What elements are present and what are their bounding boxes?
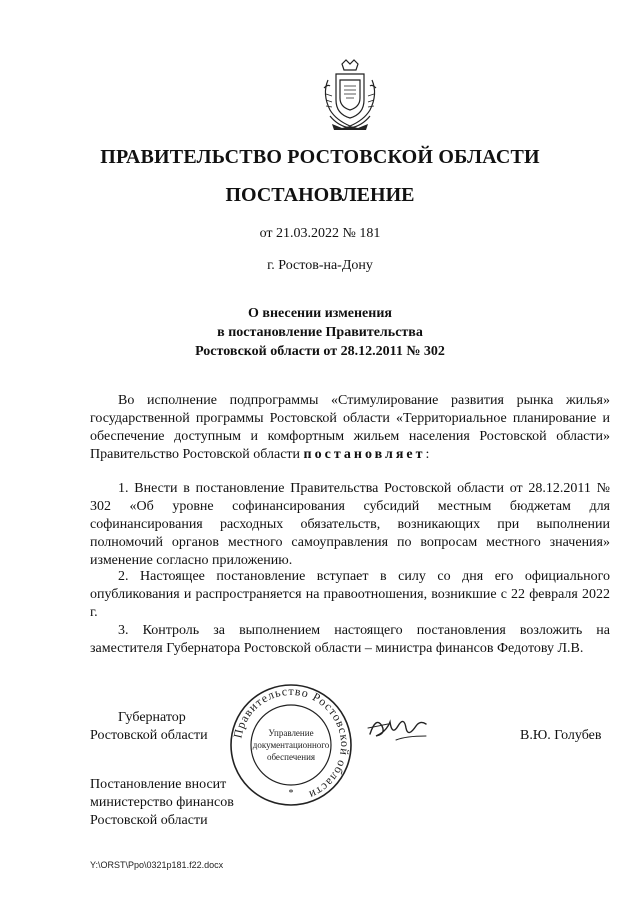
item-1-text: 1. Внести в постановление Правительства Ростовской области от 28.12.2011 № 302 «Об уровне софинансирования субсидий местным бюджетам для софинансирования расходных обязательств, возникающих при выполнении полномочий органов местного самоуправления по вопросам местного значения» изменение согласно приложению. [90, 481, 610, 568]
item-3-text: 3. Контроль за выполнением настоящего постановления возложить на заместителя Губернатора Ростовской области – министра финансов Федотову Л.В. [90, 623, 610, 656]
rostov-oblast-coat-of-arms-icon [318, 58, 382, 134]
decree-keyword: постановляет [303, 447, 426, 462]
file-path-footer: Y:\ORST\Ppo\0321p181.f22.docx [90, 860, 224, 870]
handwritten-signature-icon [366, 712, 434, 746]
seal-center-line: документационного [252, 740, 330, 750]
introduced-by-block [90, 776, 234, 830]
preamble-end: : [425, 447, 430, 462]
item-3-paragraph [90, 622, 610, 658]
signatory-name: В.Ю. Голубев [520, 728, 602, 743]
item-1-paragraph [90, 480, 610, 570]
introduced-by-line: министерство финансов [90, 795, 234, 810]
signatory-title: Губернатор [118, 710, 186, 725]
seal-ring-text: Правительство Ростовской области [230, 683, 353, 803]
preamble-text: Во исполнение подпрограммы «Стимулирование развития рынка жилья» государственной программы Ростовской области «Территориальное планирование и обеспечение доступным и комфортным жильем населения Ростовской области» Правительство Ростовской области [90, 393, 610, 462]
item-2-paragraph [90, 568, 610, 622]
subject-line: Ростовской области от 28.12.2011 № 302 [195, 344, 445, 359]
document-type-title: ПОСТАНОВЛЕНИЕ [225, 184, 415, 206]
signatory-region: Ростовской области [90, 728, 208, 743]
city-line: г. Ростов-на-Дону [267, 258, 373, 273]
subject-line: О внесении изменения [248, 306, 392, 321]
date-and-number: от 21.03.2022 № 181 [259, 226, 381, 241]
seal-center-line: обеспечения [266, 752, 316, 762]
introduced-by-line: Постановление вносит [90, 777, 227, 792]
seal-star-icon: * [288, 788, 294, 799]
organization-title: ПРАВИТЕЛЬСТВО РОСТОВСКОЙ ОБЛАСТИ [100, 146, 540, 168]
decree-subject [0, 304, 640, 361]
item-2-text: 2. Настоящее постановление вступает в силу со дня его официального опубликования и распространяется на правоотношения, возникшие с 22 февраля 2022 г. [90, 569, 610, 620]
preamble-paragraph [90, 392, 610, 464]
round-seal-icon [228, 682, 354, 808]
subject-line: в постановление Правительства [217, 325, 423, 340]
introduced-by-line: Ростовской области [90, 813, 208, 828]
seal-center-line: Управление [268, 728, 314, 738]
